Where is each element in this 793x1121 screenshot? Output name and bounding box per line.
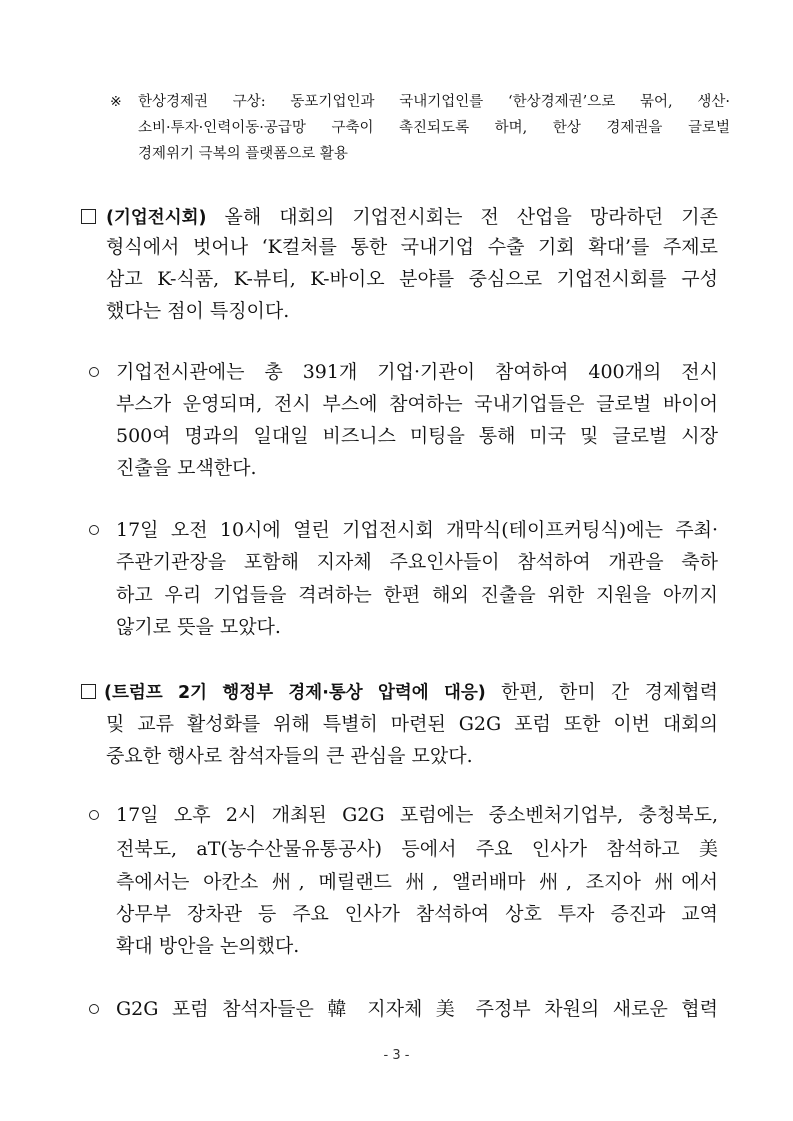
section-line: 및 교류 활성화를 위해 특별히 마련된 G2G 포럼 또한 이번 대회의: [106, 713, 718, 735]
page-number: - 3 -: [383, 1048, 410, 1063]
note-line: 소비·투자·인력이동·공급망 구축이 촉진되도록 하며, 한상 경제권을 글로벌: [138, 120, 730, 136]
section-line: 형식에서 벗어나 ‘K컬처를 통한 국내기업 수출 기회 확대’를 주제로: [106, 236, 718, 258]
note-line: 경제위기 극복의 플랫폼으로 활용: [138, 146, 348, 162]
bullet-line: 전북도, aT(농수산물유통공사) 등에서 주요 인사가 참석하고 美: [116, 838, 718, 860]
bullet-circle: [89, 525, 99, 535]
bullet-circle: [89, 367, 99, 377]
bullet-line: 기업전시관에는 총 391개 기업·기관이 참여하여 400개의 전시: [116, 361, 718, 383]
section-checkbox: [81, 209, 96, 224]
section-line: 삼고 K-식품, K-뷰티, K-바이오 분야를 중심으로 기업전시회를 구성: [106, 268, 718, 290]
section-text: 올해 대회의 기업전시회는 전 산업을 망라하던 기존: [206, 206, 718, 228]
bullet-line: 않기로 뜻을 모았다.: [116, 616, 281, 638]
note-line: 한상경제권 구상: 동포기업인과 국내기업인를 ‘한상경제권’으로 묶어, 생산·: [138, 94, 730, 110]
bullet-line: 확대 방안을 논의했다.: [116, 935, 300, 957]
section-line: 했다는 점이 특징이다.: [106, 300, 290, 322]
section-text: 한편, 한미 간 경제협력: [485, 681, 719, 703]
bullet-circle: [89, 1004, 99, 1014]
section-first-line: [104, 677, 718, 708]
bullet-line: 상무부 장차관 등 주요 인사가 참석하여 상호 투자 증진과 교역: [116, 903, 718, 925]
section-checkbox: [81, 684, 96, 699]
bullet-line: 진출을 모색한다.: [116, 457, 257, 479]
note-marker: ※: [110, 94, 122, 110]
bullet-line: G2G 포럼 참석자들은 韓 지자체 美 주정부 차원의 새로운 협력: [116, 998, 718, 1020]
bullet-circle: [89, 810, 99, 820]
section-line: 중요한 행사로 참석자들의 큰 관심을 모았다.: [106, 745, 473, 767]
bullet-line: 주관기관장을 포함해 지자체 주요인사들이 참석하여 개관을 축하: [116, 551, 718, 573]
bullet-line: 500여 명과의 일대일 비즈니스 미팅을 통해 미국 및 글로벌 시장: [116, 425, 718, 447]
bullet-line: 17일 오후 2시 개최된 G2G 포럼에는 중소벤처기업부, 충청북도,: [116, 804, 718, 826]
bullet-line: 17일 오전 10시에 열린 기업전시회 개막식(테이프커팅식)에는 주최·: [116, 519, 718, 541]
bullet-line: 측에서는 아칸소 州, 메릴랜드 州, 앨러배마 州, 조지아 州에서: [116, 871, 718, 893]
section-first-line: [106, 202, 718, 233]
bullet-line: 하고 우리 기업들을 격려하는 한편 해외 진출을 위한 지원을 아끼지: [116, 584, 718, 606]
section-heading: (기업전시회): [106, 208, 207, 228]
bullet-line: 부스가 운영되며, 전시 부스에 참여하는 국내기업들은 글로벌 바이어: [116, 393, 718, 415]
section-heading: (트럼프 2기 행정부 경제·통상 압력에 대응): [104, 683, 486, 703]
